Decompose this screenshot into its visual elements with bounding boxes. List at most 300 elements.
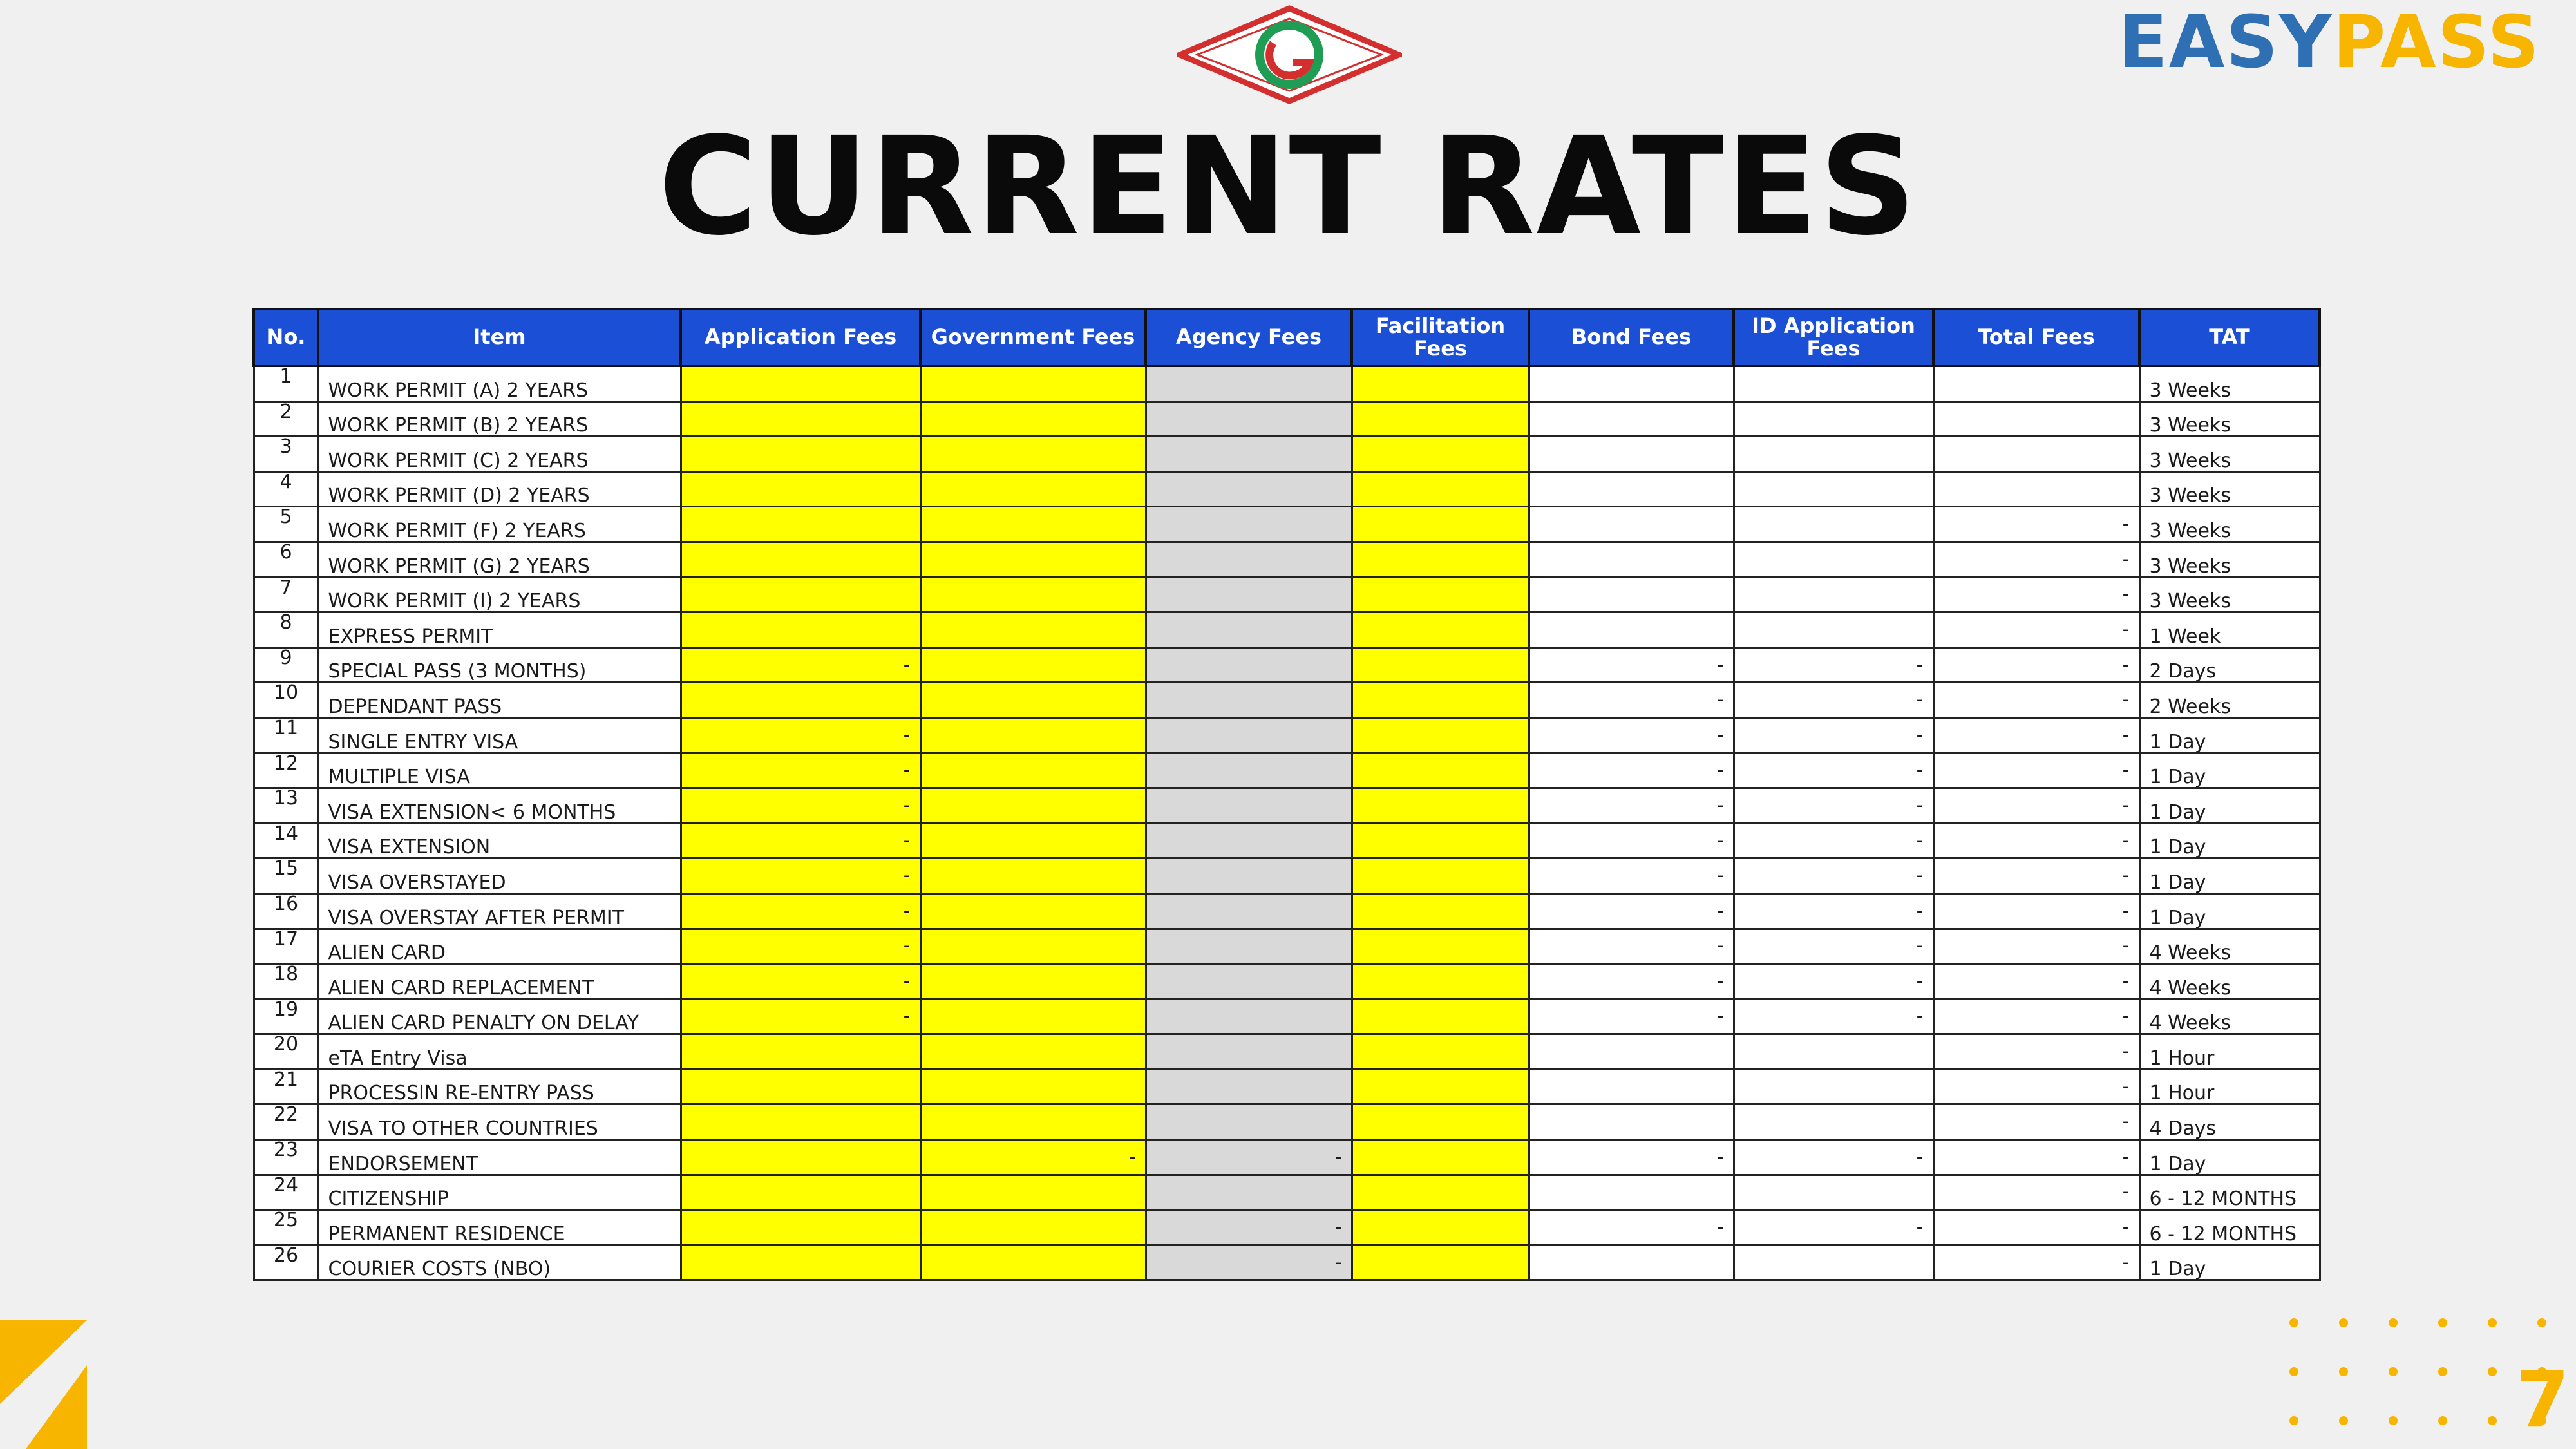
total-fee: - bbox=[1933, 858, 2139, 894]
facilitation-fee bbox=[1352, 366, 1529, 401]
facilitation-fee bbox=[1352, 507, 1529, 542]
bond-fee: - bbox=[1529, 683, 1734, 718]
facilitation-fee bbox=[1352, 437, 1529, 472]
id-application-fee: - bbox=[1734, 929, 1933, 964]
item-name: PROCESSIN RE-ENTRY PASS bbox=[318, 1069, 681, 1104]
row-number: 26 bbox=[254, 1245, 318, 1280]
item-name: DEPENDANT PASS bbox=[318, 683, 681, 718]
application-fee bbox=[681, 437, 920, 472]
agency-fee bbox=[1146, 577, 1352, 612]
facilitation-fee bbox=[1352, 1069, 1529, 1104]
agency-fee bbox=[1146, 929, 1352, 964]
id-application-fee bbox=[1734, 437, 1933, 472]
item-name: VISA TO OTHER COUNTRIES bbox=[318, 1104, 681, 1140]
application-fee bbox=[681, 1069, 920, 1104]
turnaround-time: 4 Days bbox=[2139, 1104, 2320, 1140]
total-fee: - bbox=[1933, 1210, 2139, 1245]
agency-fee bbox=[1146, 401, 1352, 437]
government-fee bbox=[920, 612, 1146, 648]
dot bbox=[2389, 1416, 2398, 1425]
application-fee bbox=[681, 366, 920, 401]
item-name: EXPRESS PERMIT bbox=[318, 612, 681, 648]
row-number: 24 bbox=[254, 1175, 318, 1210]
total-fee: - bbox=[1933, 753, 2139, 788]
government-fee bbox=[920, 999, 1146, 1034]
bond-fee: - bbox=[1529, 647, 1734, 683]
item-name: WORK PERMIT (C) 2 YEARS bbox=[318, 437, 681, 472]
facilitation-fee bbox=[1352, 788, 1529, 824]
application-fee bbox=[681, 683, 920, 718]
bond-fee bbox=[1529, 471, 1734, 507]
government-fee bbox=[920, 753, 1146, 788]
turnaround-time: 1 Day bbox=[2139, 753, 2320, 788]
table-row bbox=[254, 437, 2320, 472]
id-application-fee: - bbox=[1734, 858, 1933, 894]
dot bbox=[2289, 1318, 2298, 1327]
id-application-fee bbox=[1734, 542, 1933, 577]
agency-fee bbox=[1146, 1069, 1352, 1104]
total-fee bbox=[1933, 401, 2139, 437]
emblem-logo bbox=[1177, 3, 1402, 106]
government-fee bbox=[920, 401, 1146, 437]
application-fee bbox=[681, 1140, 920, 1175]
bond-fee bbox=[1529, 1104, 1734, 1140]
id-application-fee bbox=[1734, 366, 1933, 401]
turnaround-time: 1 Day bbox=[2139, 788, 2320, 824]
turnaround-time: 1 Day bbox=[2139, 1140, 2320, 1175]
bond-fee bbox=[1529, 612, 1734, 648]
application-fee: - bbox=[681, 929, 920, 964]
dot bbox=[2289, 1416, 2298, 1425]
facilitation-fee bbox=[1352, 999, 1529, 1034]
government-fee bbox=[920, 1245, 1146, 1280]
row-number: 6 bbox=[254, 542, 318, 577]
item-name: ENDORSEMENT bbox=[318, 1140, 681, 1175]
total-fee: - bbox=[1933, 717, 2139, 753]
id-application-fee bbox=[1734, 471, 1933, 507]
bond-fee bbox=[1529, 401, 1734, 437]
table-row bbox=[254, 401, 2320, 437]
bond-fee: - bbox=[1529, 823, 1734, 858]
bond-fee: - bbox=[1529, 788, 1734, 824]
col-bond-fees-header: Bond Fees bbox=[1529, 309, 1734, 366]
application-fee bbox=[681, 542, 920, 577]
turnaround-time: 3 Weeks bbox=[2139, 507, 2320, 542]
row-number: 23 bbox=[254, 1140, 318, 1175]
item-name: SINGLE ENTRY VISA bbox=[318, 717, 681, 753]
row-number: 11 bbox=[254, 717, 318, 753]
government-fee bbox=[920, 1175, 1146, 1210]
item-name: ALIEN CARD bbox=[318, 929, 681, 964]
facilitation-fee bbox=[1352, 1245, 1529, 1280]
turnaround-time: 6 - 12 MONTHS bbox=[2139, 1175, 2320, 1210]
turnaround-time: 3 Weeks bbox=[2139, 401, 2320, 437]
col-tat-header: TAT bbox=[2139, 309, 2320, 366]
agency-fee: - bbox=[1146, 1210, 1352, 1245]
dot bbox=[2537, 1318, 2546, 1327]
row-number: 16 bbox=[254, 893, 318, 929]
application-fee: - bbox=[681, 823, 920, 858]
item-name: VISA EXTENSION bbox=[318, 823, 681, 858]
agency-fee: - bbox=[1146, 1140, 1352, 1175]
row-number: 10 bbox=[254, 683, 318, 718]
id-application-fee: - bbox=[1734, 1210, 1933, 1245]
id-application-fee: - bbox=[1734, 1140, 1933, 1175]
facilitation-fee bbox=[1352, 753, 1529, 788]
government-fee bbox=[920, 1034, 1146, 1070]
bond-fee bbox=[1529, 507, 1734, 542]
bond-fee: - bbox=[1529, 717, 1734, 753]
facilitation-fee bbox=[1352, 1210, 1529, 1245]
total-fee bbox=[1933, 366, 2139, 401]
total-fee: - bbox=[1933, 507, 2139, 542]
total-fee: - bbox=[1933, 1245, 2139, 1280]
row-number: 19 bbox=[254, 999, 318, 1034]
row-number: 21 bbox=[254, 1069, 318, 1104]
agency-fee bbox=[1146, 893, 1352, 929]
total-fee: - bbox=[1933, 929, 2139, 964]
government-fee bbox=[920, 471, 1146, 507]
dot bbox=[2438, 1416, 2447, 1425]
facilitation-fee bbox=[1352, 823, 1529, 858]
facilitation-fee bbox=[1352, 542, 1529, 577]
turnaround-time: 1 Hour bbox=[2139, 1034, 2320, 1070]
dot bbox=[2488, 1416, 2497, 1425]
application-fee bbox=[681, 1034, 920, 1070]
total-fee: - bbox=[1933, 999, 2139, 1034]
id-application-fee: - bbox=[1734, 753, 1933, 788]
row-number: 7 bbox=[254, 577, 318, 612]
total-fee: - bbox=[1933, 964, 2139, 999]
turnaround-time: 4 Weeks bbox=[2139, 999, 2320, 1034]
agency-fee: - bbox=[1146, 1245, 1352, 1280]
government-fee bbox=[920, 542, 1146, 577]
agency-fee bbox=[1146, 717, 1352, 753]
item-name: VISA OVERSTAY AFTER PERMIT bbox=[318, 893, 681, 929]
turnaround-time: 1 Day bbox=[2139, 1245, 2320, 1280]
dot bbox=[2389, 1367, 2398, 1376]
government-fee bbox=[920, 1210, 1146, 1245]
agency-fee bbox=[1146, 471, 1352, 507]
government-fee bbox=[920, 964, 1146, 999]
row-number: 1 bbox=[254, 366, 318, 401]
row-number: 18 bbox=[254, 964, 318, 999]
brand-logo bbox=[2118, 3, 2541, 82]
table-row bbox=[254, 1034, 2320, 1070]
application-fee: - bbox=[681, 717, 920, 753]
agency-fee bbox=[1146, 823, 1352, 858]
item-name: CITIZENSHIP bbox=[318, 1175, 681, 1210]
agency-fee bbox=[1146, 366, 1352, 401]
agency-fee bbox=[1146, 858, 1352, 894]
facilitation-fee bbox=[1352, 929, 1529, 964]
application-fee: - bbox=[681, 964, 920, 999]
bond-fee: - bbox=[1529, 893, 1734, 929]
dot bbox=[2438, 1367, 2447, 1376]
government-fee bbox=[920, 683, 1146, 718]
table-row bbox=[254, 858, 2320, 894]
turnaround-time: 2 Days bbox=[2139, 647, 2320, 683]
col-id-application-fees-header: ID Application Fees bbox=[1734, 309, 1933, 366]
id-application-fee bbox=[1734, 1034, 1933, 1070]
table-row bbox=[254, 999, 2320, 1034]
government-fee bbox=[920, 647, 1146, 683]
dot bbox=[2438, 1318, 2447, 1327]
id-application-fee bbox=[1734, 1175, 1933, 1210]
total-fee: - bbox=[1933, 577, 2139, 612]
id-application-fee: - bbox=[1734, 823, 1933, 858]
government-fee bbox=[920, 366, 1146, 401]
government-fee bbox=[920, 858, 1146, 894]
facilitation-fee bbox=[1352, 612, 1529, 648]
bond-fee bbox=[1529, 1069, 1734, 1104]
table-row bbox=[254, 612, 2320, 648]
table-row bbox=[254, 471, 2320, 507]
item-name: MULTIPLE VISA bbox=[318, 753, 681, 788]
id-application-fee bbox=[1734, 577, 1933, 612]
id-application-fee bbox=[1734, 507, 1933, 542]
item-name: WORK PERMIT (F) 2 YEARS bbox=[318, 507, 681, 542]
col-facilitation-fees-header: Facilitation Fees bbox=[1352, 309, 1529, 366]
government-fee bbox=[920, 507, 1146, 542]
agency-fee bbox=[1146, 788, 1352, 824]
id-application-fee: - bbox=[1734, 999, 1933, 1034]
table-row bbox=[254, 929, 2320, 964]
dot bbox=[2488, 1367, 2497, 1376]
government-fee bbox=[920, 823, 1146, 858]
id-application-fee: - bbox=[1734, 717, 1933, 753]
application-fee: - bbox=[681, 647, 920, 683]
bond-fee bbox=[1529, 1034, 1734, 1070]
page-number: 7 bbox=[2515, 1356, 2570, 1445]
dot bbox=[2389, 1318, 2398, 1327]
agency-fee bbox=[1146, 753, 1352, 788]
item-name: PERMANENT RESIDENCE bbox=[318, 1210, 681, 1245]
row-number: 14 bbox=[254, 823, 318, 858]
facilitation-fee bbox=[1352, 1175, 1529, 1210]
total-fee: - bbox=[1933, 1104, 2139, 1140]
bond-fee bbox=[1529, 366, 1734, 401]
row-number: 12 bbox=[254, 753, 318, 788]
bond-fee: - bbox=[1529, 1210, 1734, 1245]
total-fee: - bbox=[1933, 647, 2139, 683]
total-fee: - bbox=[1933, 1175, 2139, 1210]
total-fee: - bbox=[1933, 683, 2139, 718]
total-fee bbox=[1933, 471, 2139, 507]
government-fee: - bbox=[920, 1140, 1146, 1175]
table-row bbox=[254, 507, 2320, 542]
id-application-fee: - bbox=[1734, 964, 1933, 999]
application-fee: - bbox=[681, 753, 920, 788]
id-application-fee: - bbox=[1734, 683, 1933, 718]
table-row bbox=[254, 788, 2320, 824]
table-row bbox=[254, 1245, 2320, 1280]
turnaround-time: 1 Day bbox=[2139, 717, 2320, 753]
item-name: WORK PERMIT (I) 2 YEARS bbox=[318, 577, 681, 612]
row-number: 25 bbox=[254, 1210, 318, 1245]
turnaround-time: 3 Weeks bbox=[2139, 577, 2320, 612]
agency-fee bbox=[1146, 507, 1352, 542]
facilitation-fee bbox=[1352, 1140, 1529, 1175]
id-application-fee bbox=[1734, 1245, 1933, 1280]
item-name: WORK PERMIT (A) 2 YEARS bbox=[318, 366, 681, 401]
facilitation-fee bbox=[1352, 858, 1529, 894]
government-fee bbox=[920, 437, 1146, 472]
total-fee: - bbox=[1933, 788, 2139, 824]
row-number: 13 bbox=[254, 788, 318, 824]
turnaround-time: 3 Weeks bbox=[2139, 542, 2320, 577]
lightning-bolt-icon bbox=[0, 1320, 87, 1449]
total-fee: - bbox=[1933, 1034, 2139, 1070]
application-fee bbox=[681, 577, 920, 612]
table-header-row bbox=[254, 309, 2320, 366]
dot bbox=[2488, 1318, 2497, 1327]
row-number: 20 bbox=[254, 1034, 318, 1070]
application-fee bbox=[681, 1104, 920, 1140]
row-number: 8 bbox=[254, 612, 318, 648]
item-name: VISA OVERSTAYED bbox=[318, 858, 681, 894]
agency-fee bbox=[1146, 1104, 1352, 1140]
item-name: COURIER COSTS (NBO) bbox=[318, 1245, 681, 1280]
application-fee bbox=[681, 401, 920, 437]
col-total-fees-header: Total Fees bbox=[1933, 309, 2139, 366]
id-application-fee: - bbox=[1734, 893, 1933, 929]
application-fee: - bbox=[681, 893, 920, 929]
bond-fee: - bbox=[1529, 999, 1734, 1034]
government-fee bbox=[920, 1069, 1146, 1104]
facilitation-fee bbox=[1352, 964, 1529, 999]
id-application-fee bbox=[1734, 612, 1933, 648]
turnaround-time: 3 Weeks bbox=[2139, 437, 2320, 472]
item-name: WORK PERMIT (D) 2 YEARS bbox=[318, 471, 681, 507]
id-application-fee bbox=[1734, 1069, 1933, 1104]
application-fee bbox=[681, 1210, 920, 1245]
application-fee: - bbox=[681, 788, 920, 824]
turnaround-time: 6 - 12 MONTHS bbox=[2139, 1210, 2320, 1245]
total-fee bbox=[1933, 437, 2139, 472]
agency-fee bbox=[1146, 612, 1352, 648]
government-fee bbox=[920, 893, 1146, 929]
government-fee bbox=[920, 1104, 1146, 1140]
dot bbox=[2339, 1367, 2348, 1376]
dot bbox=[2339, 1416, 2348, 1425]
application-fee bbox=[681, 612, 920, 648]
turnaround-time: 1 Day bbox=[2139, 823, 2320, 858]
facilitation-fee bbox=[1352, 401, 1529, 437]
table-row bbox=[254, 823, 2320, 858]
col-application-fees-header: Application Fees bbox=[681, 309, 920, 366]
item-name: ALIEN CARD PENALTY ON DELAY bbox=[318, 999, 681, 1034]
facilitation-fee bbox=[1352, 683, 1529, 718]
agency-fee bbox=[1146, 999, 1352, 1034]
table-row bbox=[254, 1104, 2320, 1140]
table-row bbox=[254, 717, 2320, 753]
table-row bbox=[254, 753, 2320, 788]
total-fee: - bbox=[1933, 1140, 2139, 1175]
total-fee: - bbox=[1933, 823, 2139, 858]
row-number: 4 bbox=[254, 471, 318, 507]
table-row bbox=[254, 1140, 2320, 1175]
facilitation-fee bbox=[1352, 471, 1529, 507]
facilitation-fee bbox=[1352, 1104, 1529, 1140]
dot bbox=[2339, 1318, 2348, 1327]
row-number: 3 bbox=[254, 437, 318, 472]
table-row bbox=[254, 1175, 2320, 1210]
turnaround-time: 4 Weeks bbox=[2139, 929, 2320, 964]
table-row bbox=[254, 542, 2320, 577]
col-agency-fees-header: Agency Fees bbox=[1146, 309, 1352, 366]
item-name: WORK PERMIT (G) 2 YEARS bbox=[318, 542, 681, 577]
bond-fee: - bbox=[1529, 964, 1734, 999]
turnaround-time: 1 Week bbox=[2139, 612, 2320, 648]
agency-fee bbox=[1146, 647, 1352, 683]
total-fee: - bbox=[1933, 1069, 2139, 1104]
facilitation-fee bbox=[1352, 893, 1529, 929]
item-name: ALIEN CARD REPLACEMENT bbox=[318, 964, 681, 999]
item-name: eTA Entry Visa bbox=[318, 1034, 681, 1070]
bond-fee: - bbox=[1529, 858, 1734, 894]
government-fee bbox=[920, 577, 1146, 612]
table-row bbox=[254, 893, 2320, 929]
table-row bbox=[254, 1210, 2320, 1245]
facilitation-fee bbox=[1352, 647, 1529, 683]
table-row bbox=[254, 366, 2320, 401]
total-fee: - bbox=[1933, 542, 2139, 577]
col-government-fees-header: Government Fees bbox=[920, 309, 1146, 366]
agency-fee bbox=[1146, 683, 1352, 718]
turnaround-time: 3 Weeks bbox=[2139, 366, 2320, 401]
table-row bbox=[254, 577, 2320, 612]
turnaround-time: 2 Weeks bbox=[2139, 683, 2320, 718]
facilitation-fee bbox=[1352, 717, 1529, 753]
bond-fee bbox=[1529, 577, 1734, 612]
turnaround-time: 4 Weeks bbox=[2139, 964, 2320, 999]
bond-fee: - bbox=[1529, 753, 1734, 788]
application-fee: - bbox=[681, 858, 920, 894]
agency-fee bbox=[1146, 1034, 1352, 1070]
government-fee bbox=[920, 788, 1146, 824]
table-row bbox=[254, 683, 2320, 718]
turnaround-time: 1 Hour bbox=[2139, 1069, 2320, 1104]
id-application-fee: - bbox=[1734, 647, 1933, 683]
page-title: CURRENT RATES bbox=[658, 108, 1918, 265]
id-application-fee: - bbox=[1734, 788, 1933, 824]
turnaround-time: 1 Day bbox=[2139, 858, 2320, 894]
bond-fee: - bbox=[1529, 1140, 1734, 1175]
brand-easy: EASY bbox=[2118, 1, 2333, 84]
id-application-fee bbox=[1734, 1104, 1933, 1140]
row-number: 22 bbox=[254, 1104, 318, 1140]
item-name: WORK PERMIT (B) 2 YEARS bbox=[318, 401, 681, 437]
facilitation-fee bbox=[1352, 577, 1529, 612]
application-fee bbox=[681, 507, 920, 542]
bond-fee: - bbox=[1529, 929, 1734, 964]
facilitation-fee bbox=[1352, 1034, 1529, 1070]
bond-fee bbox=[1529, 542, 1734, 577]
row-number: 2 bbox=[254, 401, 318, 437]
turnaround-time: 1 Day bbox=[2139, 893, 2320, 929]
application-fee bbox=[681, 471, 920, 507]
agency-fee bbox=[1146, 1175, 1352, 1210]
government-fee bbox=[920, 717, 1146, 753]
bond-fee bbox=[1529, 1175, 1734, 1210]
item-name: VISA EXTENSION< 6 MONTHS bbox=[318, 788, 681, 824]
agency-fee bbox=[1146, 542, 1352, 577]
total-fee: - bbox=[1933, 612, 2139, 648]
item-name: SPECIAL PASS (3 MONTHS) bbox=[318, 647, 681, 683]
row-number: 15 bbox=[254, 858, 318, 894]
row-number: 5 bbox=[254, 507, 318, 542]
